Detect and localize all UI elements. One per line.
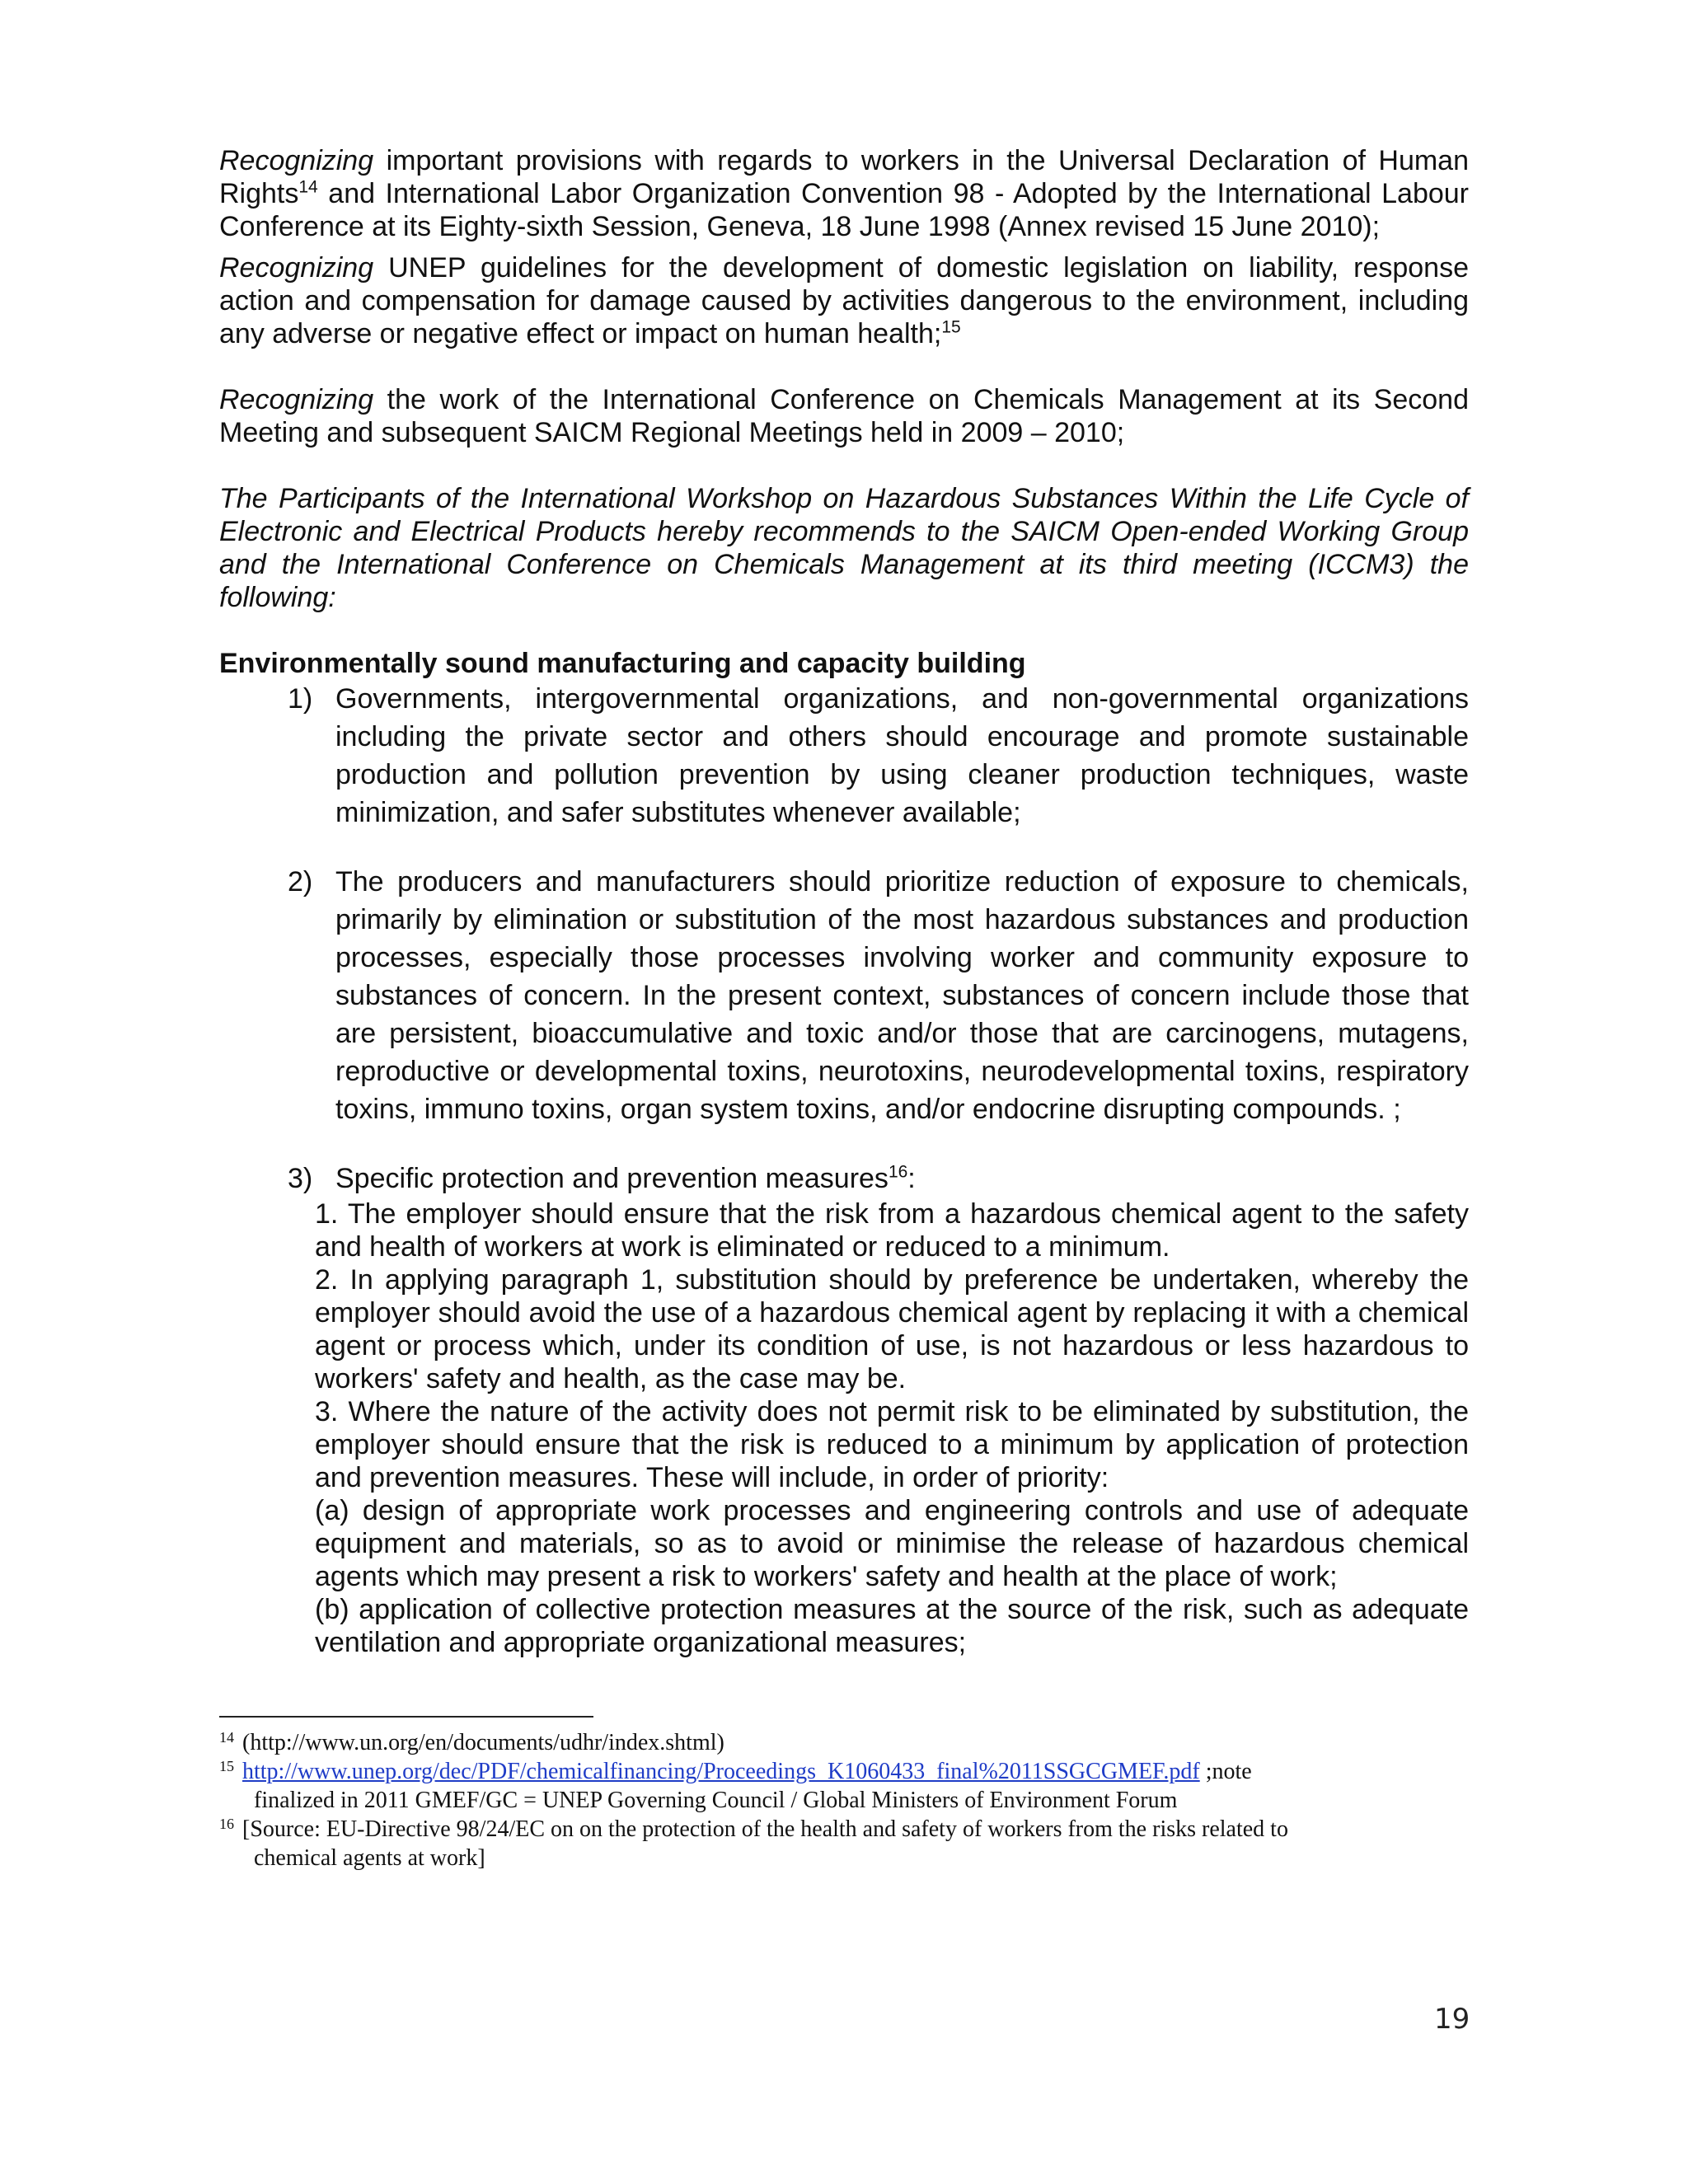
footnote-15: 15 http://www.unep.org/dec/PDF/chemicalfinancing/Proceedings_K1060433_final%2011SSGCGMEF.pdf ;note finalized in 2011 GMEF/GC = UNEP Governing Council / Global Ministers of Environment Forum <box>219 1758 1252 1813</box>
footnote-separator <box>219 1716 593 1718</box>
unep-proceedings-link[interactable]: http://www.unep.org/dec/PDF/chemicalfinancing/Proceedings_K1060433_final%2011SSGCGMEF.pdf <box>242 1759 1200 1784</box>
recognizing-lead: Recognizing <box>219 145 374 176</box>
sub-paragraph: (a) design of appropriate work processes and engineering controls and use of adequate equipment and materials, so as to avoid or minimise the release of hazardous chemical agents which may present a risk to workers' safety and health at the place of work; <box>315 1495 1469 1592</box>
footnotes <box>219 1728 1456 1872</box>
recognizing-lead: Recognizing <box>219 384 374 415</box>
footnote-ref-14: 14 <box>298 177 318 197</box>
list-item: 1) Governments, intergovernmental organizations, and non-governmental organizations including the private sector and others should encourage and promote sustainable production and pollution prevention by using cleaner production techniques, waste minimization, and safer substitutes whenever available; <box>288 683 1469 828</box>
footnote-ref-15: 15 <box>941 317 961 337</box>
paragraph-recognizing-udhr: Recognizing important provisions with regards to workers in the Universal Declaration of Human Rights$^{14}$ and International Labor Organization Convention 98 - Adopted by the International Labour Conference at its Eighty-sixth Session, Geneva, 18 June 1998 (Annex revised 15 June 2010); <box>219 145 1469 242</box>
body-content <box>219 144 1469 1659</box>
footnote-ref-16: 16 <box>888 1162 908 1182</box>
paragraph-recognizing-unep: Recognizing UNEP guidelines for the development of domestic legislation on liability, response action and compensation for damage caused by activities dangerous to the environment, including any adverse or negative effect or impact on human health;$^{15}$ <box>219 252 1469 349</box>
footnote-16: 16 [Source: EU-Directive 98/24/EC on on the protection of the health and safety of workers from the risks related to chemical agents at work] <box>219 1816 1288 1871</box>
protection-measures-block <box>219 1197 1469 1659</box>
list-item: 3) Specific protection and prevention measures$^{16}$: <box>288 1162 916 1194</box>
footnote-14: 14 (http://www.un.org/en/documents/udhr/index.shtml) <box>219 1729 724 1755</box>
page-number: 19 <box>1434 2003 1470 2036</box>
list-item: 2) The producers and manufacturers should prioritize reduction of exposure to chemicals, primarily by elimination or substitution of the most hazardous substances and production processes, especially those processes involving worker and community exposure to substances of concern. In the present context, substances of concern include those that are persistent, bioaccumulative and toxic and/or those that are carcinogens, mutagens, reproductive or developmental toxins, neurotoxins, neurodevelopmental toxins, respiratory toxins, immuno toxins, organ system toxins, and/or endocrine disrupting compounds. ; <box>288 866 1469 1125</box>
section-heading: Environmentally sound manufacturing and capacity building <box>219 648 1026 679</box>
sub-paragraph: (b) application of collective protection measures at the source of the risk, such as adequate ventilation and appropriate organizational measures; <box>315 1594 1469 1658</box>
sub-paragraph: 1. The employer should ensure that the risk from a hazardous chemical agent to the safety and health of workers at work is eliminated or reduced to a minimum. <box>315 1198 1469 1263</box>
recommendation-list <box>219 680 1469 1197</box>
paragraph-participants: The Participants of the International Workshop on Hazardous Substances Within the Life Cycle of Electronic and Electrical Products hereby recommends to the SAICM Open-ended Working Group and the International Conference on Chemicals Management at its third meeting (ICCM3) the following: <box>219 483 1469 613</box>
sub-paragraph: 2. In applying paragraph 1, substitution should by preference be undertaken, whereby the employer should avoid the use of a hazardous chemical agent by replacing it with a chemical agent or process which, under its condition of use, is not hazardous or less hazardous to workers' safety and health, as the case may be. <box>315 1264 1469 1394</box>
paragraph-recognizing-iccm: Recognizing the work of the International Conference on Chemicals Management at its Second Meeting and subsequent SAICM Regional Meetings held in 2009 – 2010; <box>219 384 1469 448</box>
sub-paragraph: 3. Where the nature of the activity does not permit risk to be eliminated by substitution, the employer should ensure that the risk is reduced to a minimum by application of protection and prevention measures. These will include, in order of priority: <box>315 1396 1469 1493</box>
recognizing-lead: Recognizing <box>219 252 374 284</box>
